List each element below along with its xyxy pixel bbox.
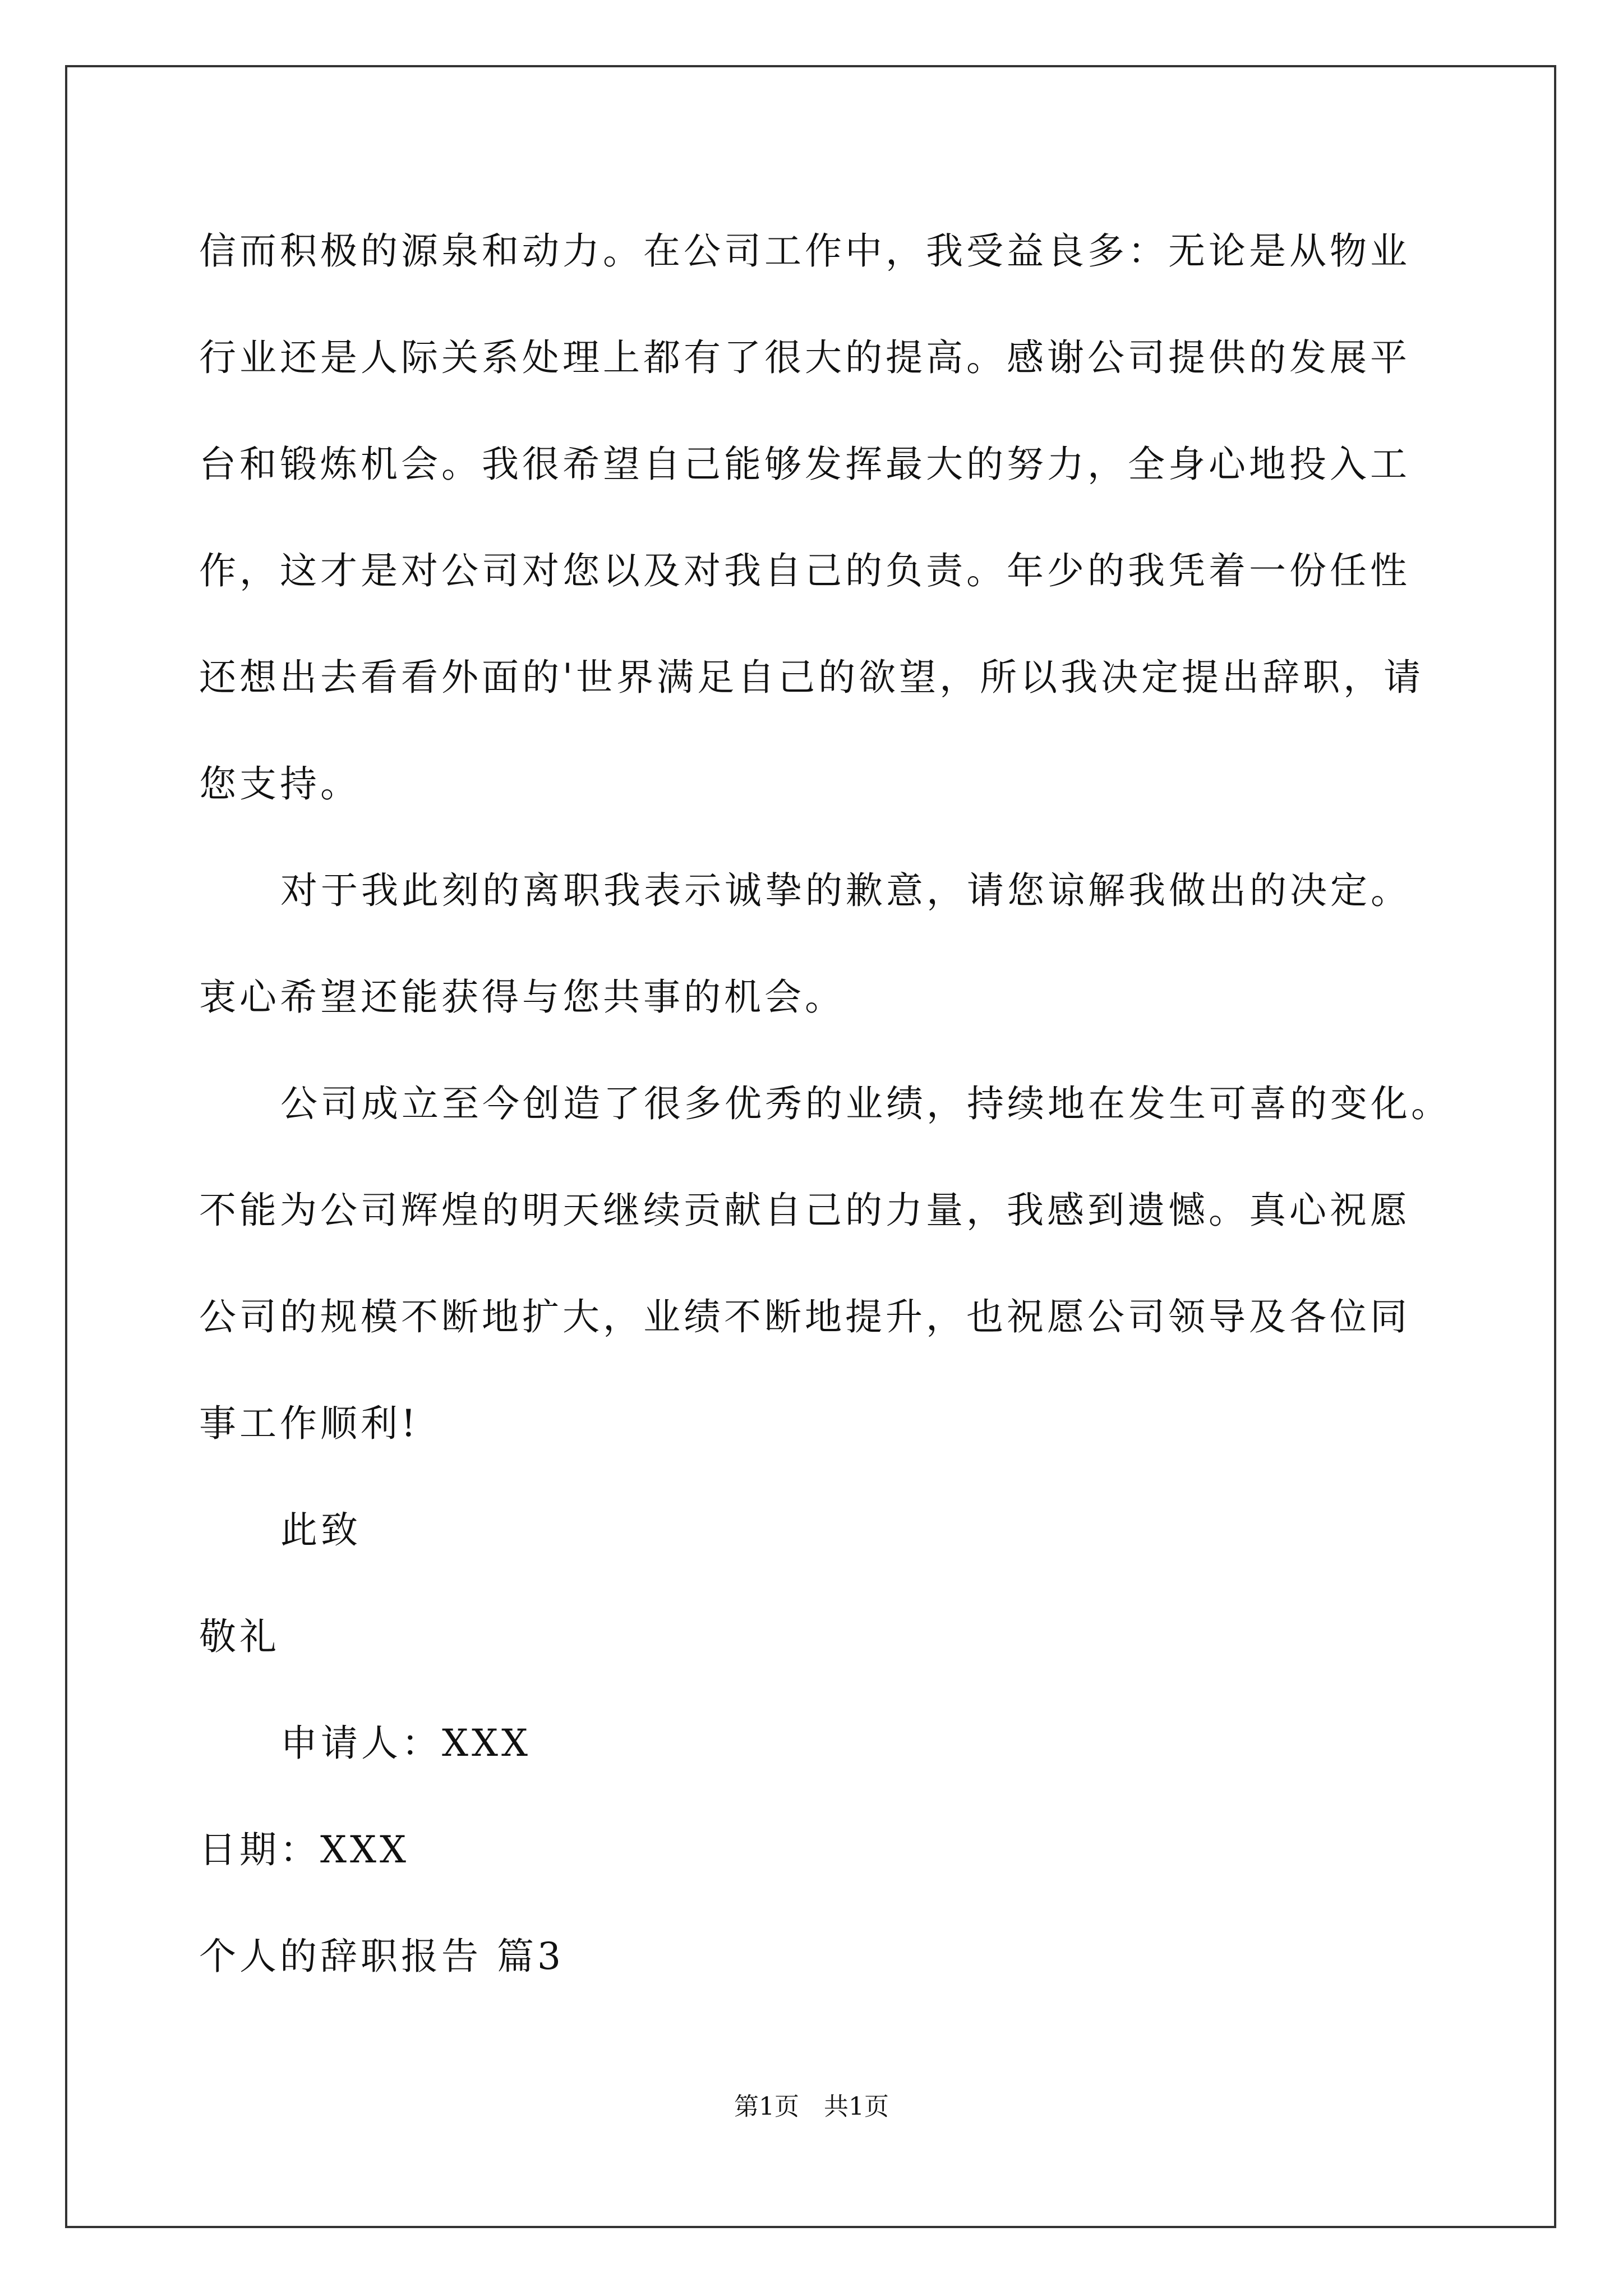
page-footer: 第1页 共1页 [734, 2092, 889, 2121]
paragraph-3-line-4: 事工作顺利! [199, 1402, 419, 1445]
paragraph-3-line-3: 公司的规模不断地扩大，业绩不断地提升，也祝愿公司领导及各位同 [199, 1295, 1410, 1338]
date-line: 日期：XXX [199, 1828, 409, 1871]
page-border [65, 65, 1556, 2228]
paragraph-1-line-5: 还想出去看看外面的'世界满足自己的欲望，所以我决定提出辞职，请 [199, 656, 1424, 699]
paragraph-1-line-2: 行业还是人际关系处理上都有了很大的提高。感谢公司提供的发展平 [199, 336, 1410, 379]
paragraph-2-line-1: 对于我此刻的离职我表示诚挚的歉意，请您谅解我做出的决定。 [280, 869, 1411, 912]
paragraph-1-line-1: 信而积极的源泉和动力。在公司工作中，我受益良多：无论是从物业 [199, 229, 1410, 273]
salute-text: 敬礼 [199, 1615, 280, 1658]
next-section-heading: 个人的辞职报告 篇3 [199, 1935, 564, 1978]
paragraph-1-line-4: 作，这才是对公司对您以及对我自己的负责。年少的我凭着一份任性 [199, 549, 1410, 592]
paragraph-1-line-3: 台和锻炼机会。我很希望自己能够发挥最大的努力，全身心地投入工 [199, 443, 1410, 486]
closing-text: 此致 [280, 1508, 361, 1552]
paragraph-2-line-2: 衷心希望还能获得与您共事的机会。 [199, 976, 845, 1019]
paragraph-3-line-1: 公司成立至今创造了很多优秀的业绩，持续地在发生可喜的变化。 [280, 1082, 1451, 1125]
paragraph-3-line-2: 不能为公司辉煌的明天继续贡献自己的力量，我感到遗憾。真心祝愿 [199, 1189, 1410, 1232]
paragraph-1-line-6: 您支持。 [199, 762, 361, 806]
applicant-line: 申请人：XXX [280, 1722, 531, 1765]
